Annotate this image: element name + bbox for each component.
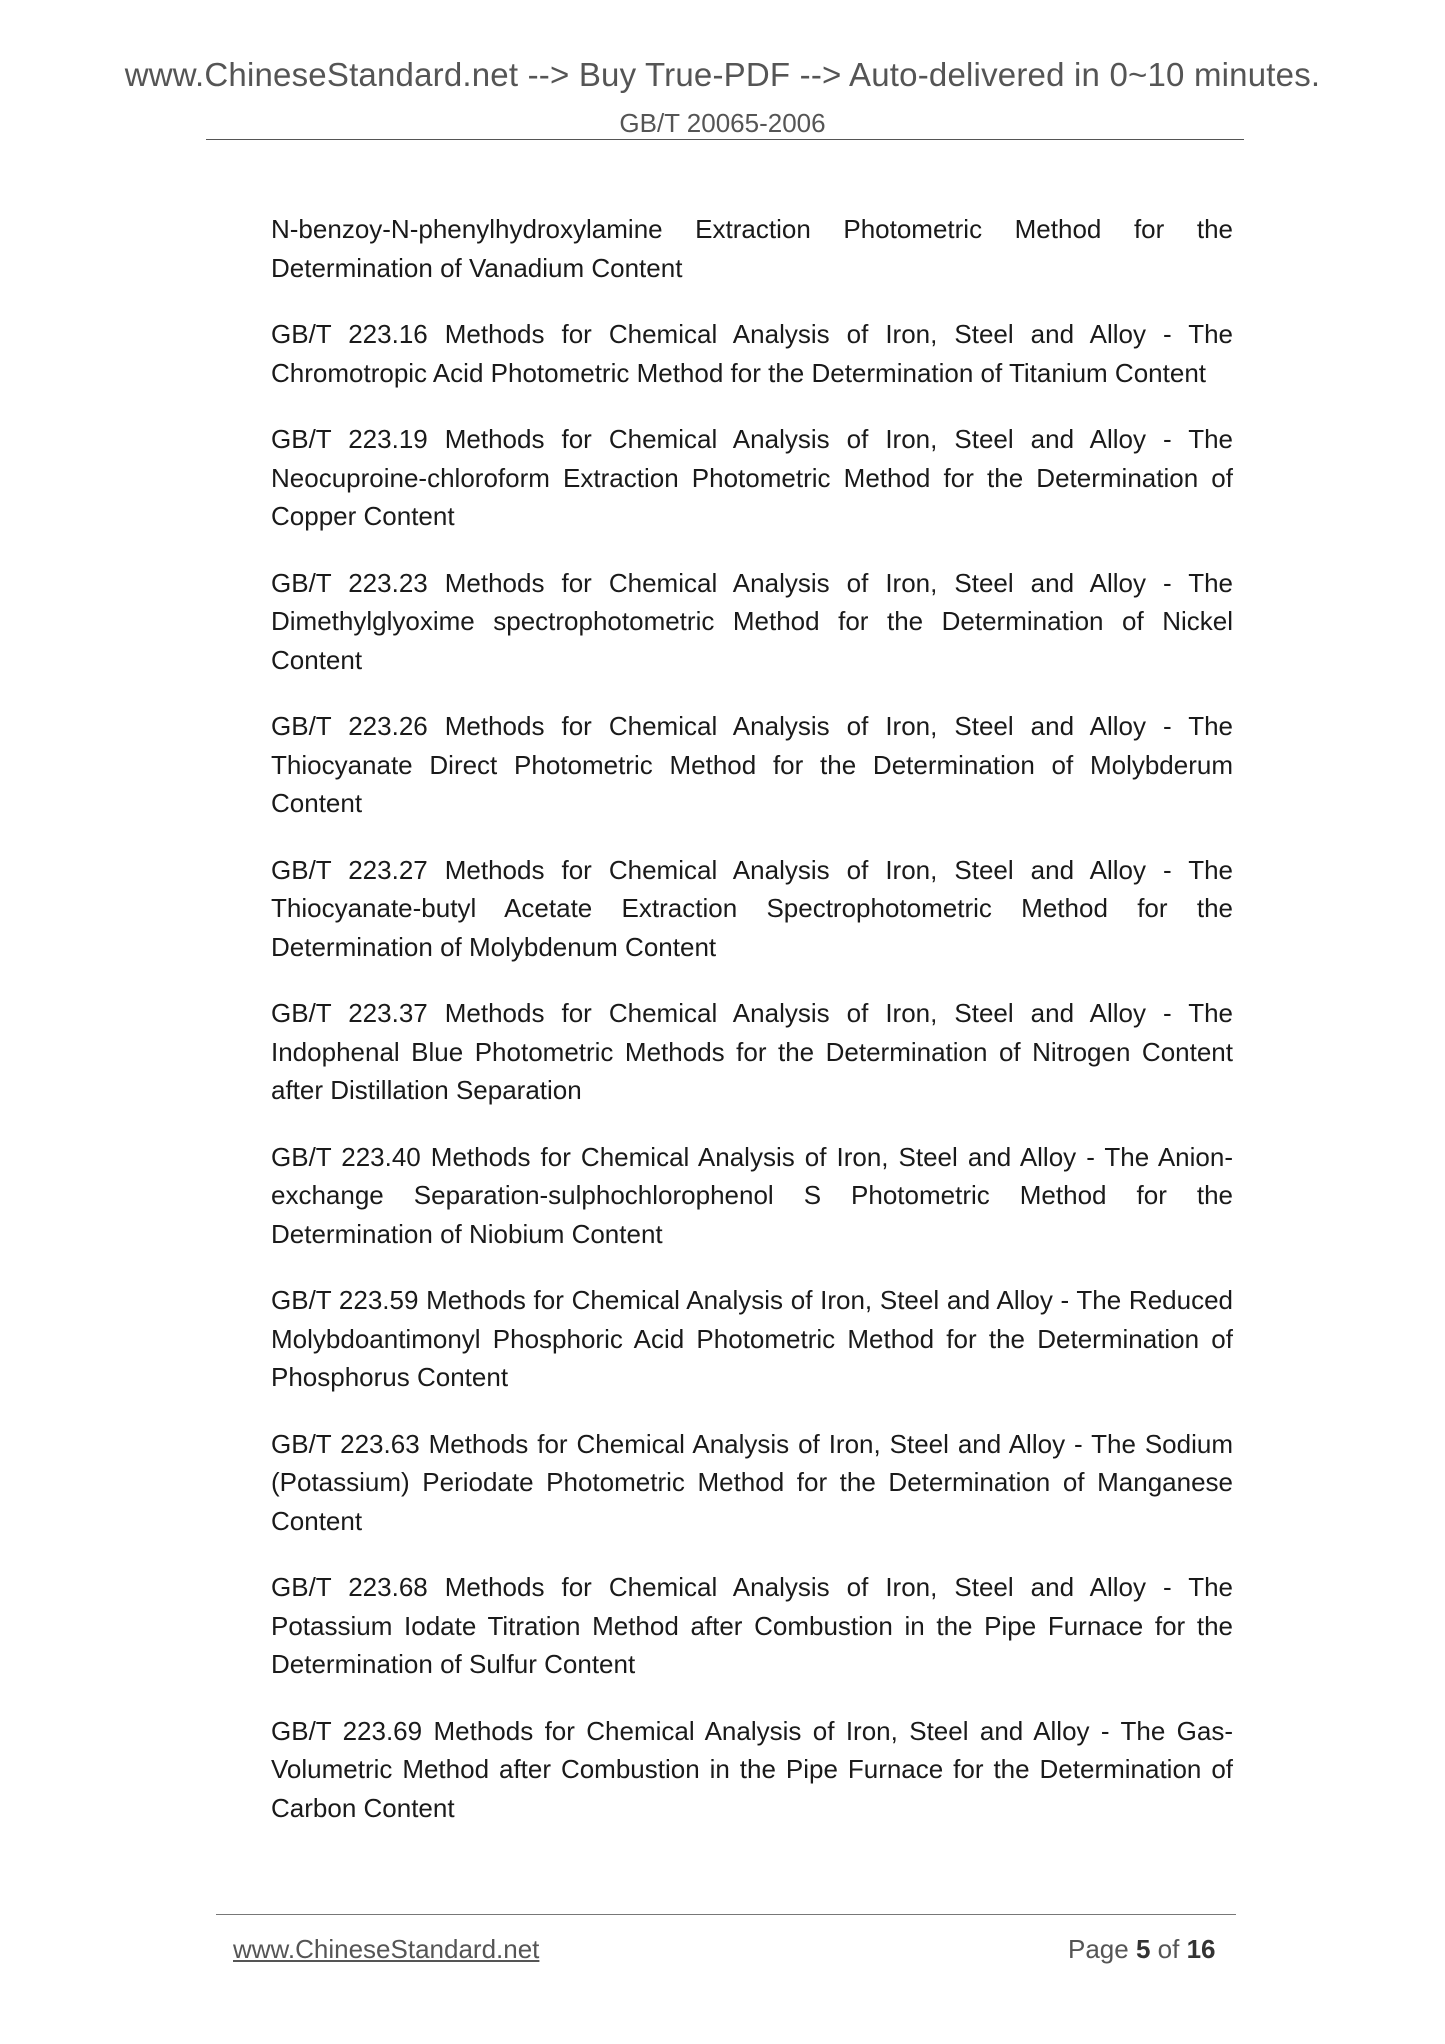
reference-entry: GB/T 223.27 Methods for Chemical Analysis of Iron, Steel and Alloy - The Thiocyanate-butyl Acetate Extraction Spectrophotometric Method for the Determination of Molybdenum Content bbox=[271, 854, 1233, 962]
footer-site-link[interactable]: www.ChineseStandard.net bbox=[233, 1934, 540, 1964]
page-current: 5 bbox=[1135, 1934, 1151, 1964]
header-divider bbox=[206, 139, 1244, 140]
page-total: 16 bbox=[1186, 1934, 1216, 1964]
reference-entry: GB/T 223.40 Methods for Chemical Analysis of Iron, Steel and Alloy - The Anion-exchange Separation-sulphochlorophenol S Photometric Method for the Determination of Niobium Content bbox=[271, 1141, 1233, 1249]
standard-number: GB/T 20065-2006 bbox=[619, 108, 826, 138]
reference-entry: GB/T 223.37 Methods for Chemical Analysis of Iron, Steel and Alloy - The Indophenal Blue Photometric Methods for the Determination of Nitrogen Content after Distillation Separation bbox=[271, 998, 1233, 1105]
reference-entry: GB/T 223.68 Methods for Chemical Analysis of Iron, Steel and Alloy - The Potassium Iodate Titration Method after Combustion in the Pipe Furnace for the Determination of Sulfur Content bbox=[271, 1572, 1233, 1679]
page-indicator bbox=[1068, 1934, 1216, 1965]
reference-entry: GB/T 223.16 Methods for Chemical Analysis of Iron, Steel and Alloy - The Chromotropic Acid Photometric Method for the Determination of Titanium Content bbox=[271, 319, 1233, 388]
of-word: of bbox=[1157, 1934, 1180, 1964]
reference-entry: GB/T 223.59 Methods for Chemical Analysis of Iron, Steel and Alloy - The Reduced Molybdoantimonyl Phosphoric Acid Photometric Method for the Determination of Phosphorus Content bbox=[271, 1285, 1233, 1392]
reference-entry: GB/T 223.63 Methods for Chemical Analysis of Iron, Steel and Alloy - The Sodium (Potassium) Periodate Photometric Method for the Determination of Manganese Content bbox=[271, 1428, 1233, 1536]
reference-entry: GB/T 223.19 Methods for Chemical Analysis of Iron, Steel and Alloy - The Neocuproine-chloroform Extraction Photometric Method for the Determination of Copper Content bbox=[271, 424, 1233, 531]
reference-entry: GB/T 223.69 Methods for Chemical Analysis of Iron, Steel and Alloy - The Gas-Volumetric Method after Combustion in the Pipe Furnace for the Determination of Carbon Content bbox=[271, 1715, 1233, 1823]
reference-entry: N-benzoy-N-phenylhydroxylamine Extraction Photometric Method for the Determination of Vanadium Content bbox=[271, 214, 1233, 283]
reference-entry: GB/T 223.23 Methods for Chemical Analysis of Iron, Steel and Alloy - The Dimethylglyoxime spectrophotometric Method for the Determination of Nickel Content bbox=[271, 567, 1233, 675]
page-word: Page bbox=[1068, 1934, 1129, 1964]
footer-divider bbox=[216, 1914, 1236, 1915]
header-banner: www.ChineseStandard.net --> Buy True-PDF --> Auto-delivered in 0~10 minutes. bbox=[124, 56, 1321, 93]
reference-entry: GB/T 223.26 Methods for Chemical Analysis of Iron, Steel and Alloy - The Thiocyanate Direct Photometric Method for the Determination of Molybderum Content bbox=[271, 711, 1233, 818]
reference-list bbox=[271, 210, 1233, 1855]
